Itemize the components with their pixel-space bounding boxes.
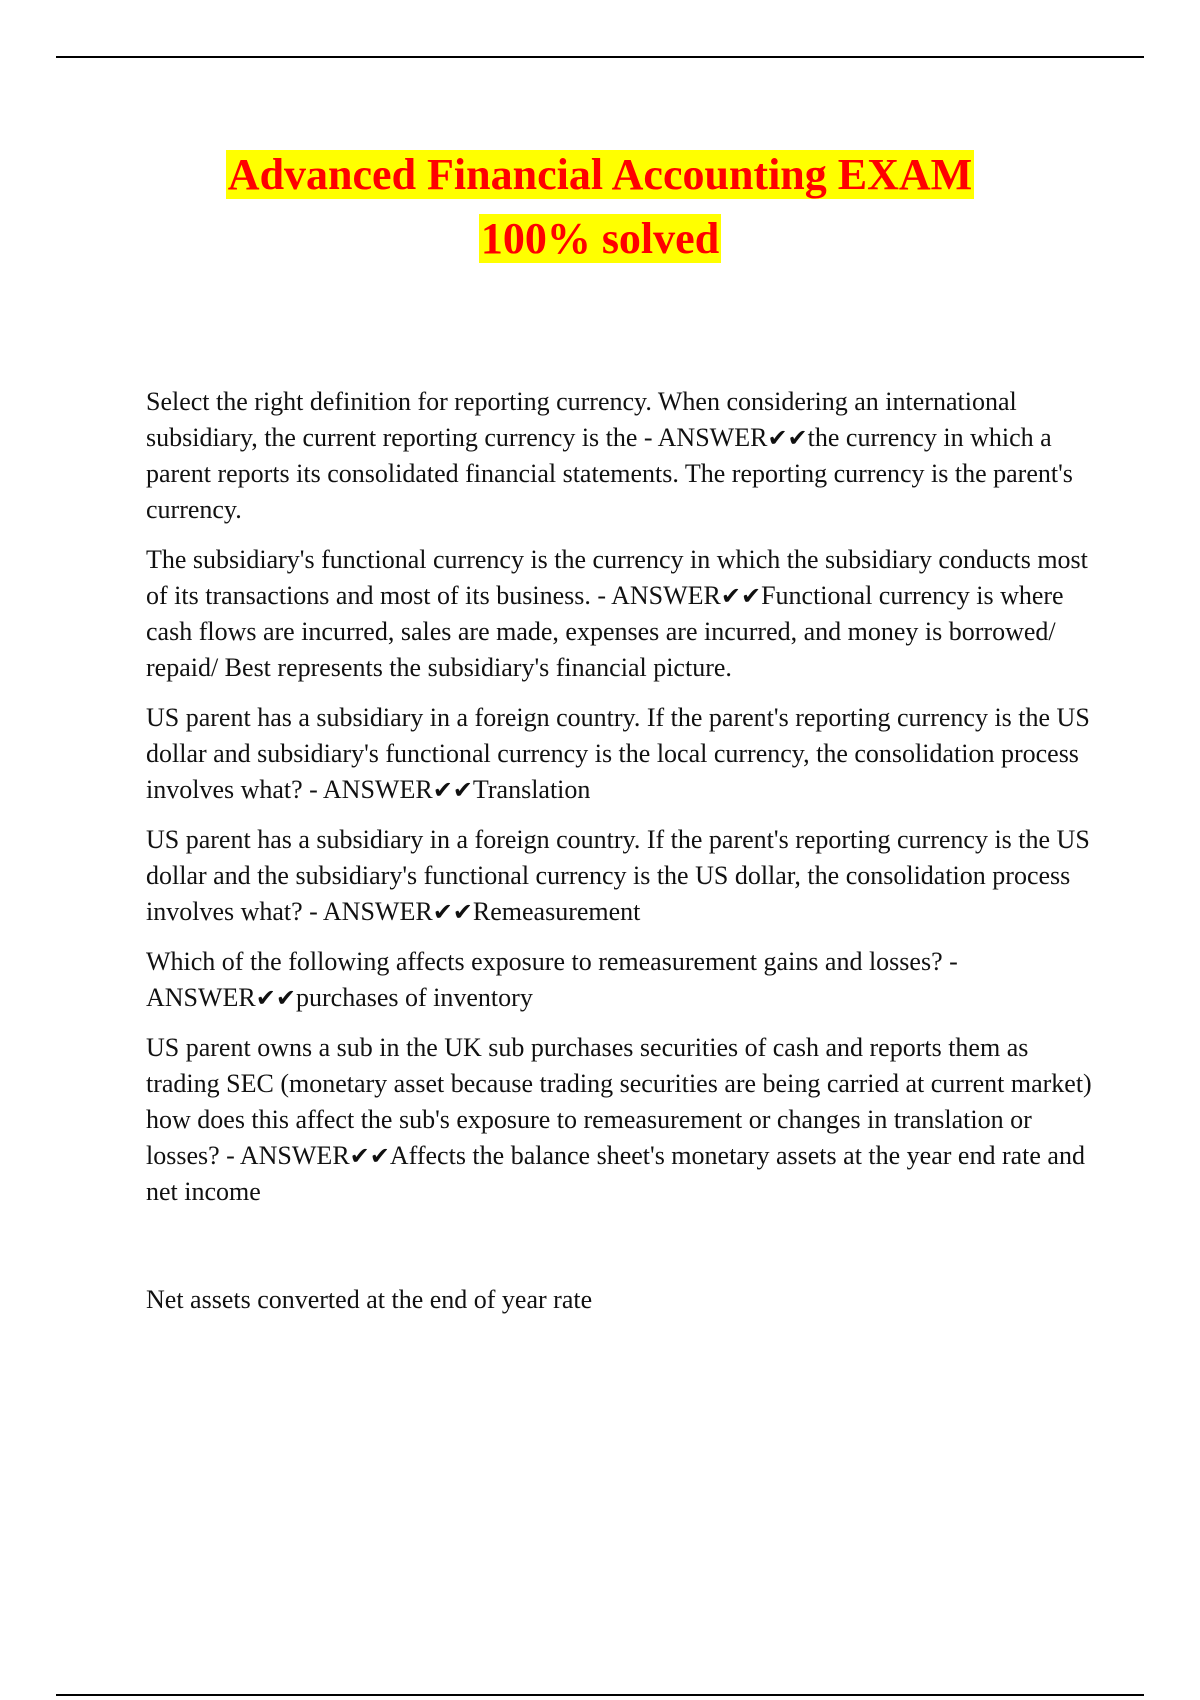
title-line-2: 100% solved (480, 214, 720, 263)
question-text: The subsidiary's functional currency is the currency in which the subsidiary conducts most of its transactions and most of its business. - ANSWER (146, 545, 1088, 610)
question-text: Select the right definition for reporting currency. When considering an international subsidiary, the current reporting currency is the - ANSWER (146, 387, 1017, 452)
double-check-icon: ✔✔ (349, 1142, 390, 1170)
qa-item (146, 384, 1096, 528)
double-check-icon: ✔✔ (432, 776, 473, 804)
question-text: US parent has a subsidiary in a foreign country. If the parent's reporting currency is the US dollar and the subsidiary's functional currency is the US dollar, the consolidation process involves what? - ANSWER (146, 825, 1090, 926)
double-check-icon: ✔✔ (432, 898, 473, 926)
double-check-icon: ✔✔ (720, 582, 762, 610)
question-text: US parent has a subsidiary in a foreign country. If the parent's reporting currency is the US dollar and subsidiary's functional currency is the local currency, the consolidation process involves what? - ANSWER (146, 703, 1090, 804)
title-line-1: Advanced Financial Accounting EXAM (227, 150, 973, 199)
answer-text: Translation (472, 775, 591, 804)
answer-text: purchases of inventory (296, 983, 533, 1012)
question-text: US parent owns a sub in the UK sub purchases securities of cash and reports them as trading SEC (monetary asset because trading securities are being carried at current market) how does this affect the sub's exposure to remeasurement or changes in translation or losses? - ANSWER (146, 1033, 1092, 1170)
qa-item (146, 542, 1096, 686)
top-rule (56, 56, 1144, 58)
qa-item (146, 700, 1096, 808)
document-body (146, 384, 1096, 1332)
qa-item (146, 1030, 1096, 1210)
double-check-icon: ✔✔ (255, 984, 296, 1012)
double-check-icon: ✔✔ (767, 424, 808, 452)
bottom-rule (56, 1694, 1144, 1696)
answer-text: Functional currency is where cash flows are incurred, sales are made, expenses are incurred, and money is borrowed/ repaid/ Best represents the subsidiary's financial picture. (146, 581, 1064, 682)
question-text: Which of the following affects exposure to remeasurement gains and losses? - ANSWER (146, 947, 958, 1012)
page-title (0, 148, 1200, 276)
qa-item (146, 822, 1096, 930)
qa-item (146, 944, 1096, 1016)
answer-text: Remeasurement (472, 897, 641, 926)
trailing-note: Net assets converted at the end of year rate (146, 1285, 593, 1314)
answer-text: Affects the balance sheet's monetary assets at the year end rate and net income (146, 1141, 1085, 1206)
answer-text: the currency in which a parent reports its consolidated financial statements. The reporting currency is the parent's currency. (146, 423, 1073, 524)
